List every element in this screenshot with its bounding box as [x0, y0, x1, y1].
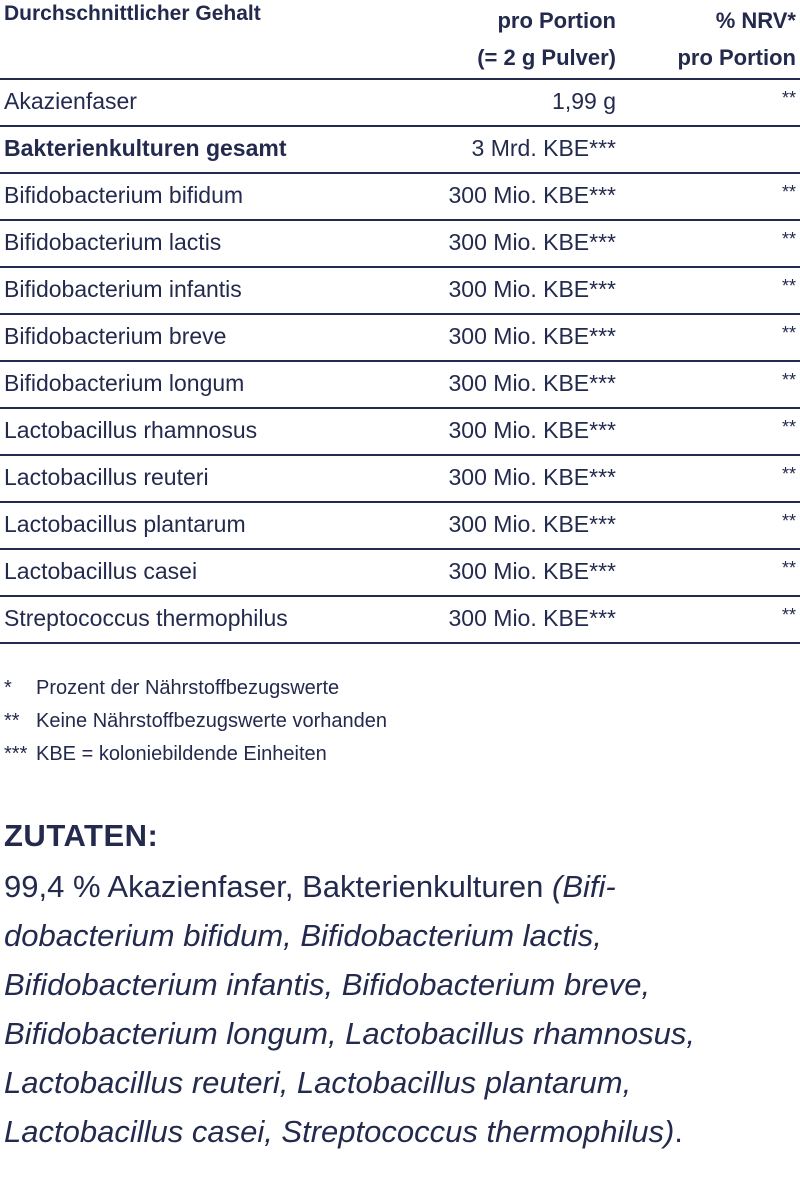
- row-value: 300 Mio. KBE***: [448, 276, 616, 302]
- footnote-text: Keine Nährstoffbezugswerte vorhanden: [36, 710, 387, 732]
- footnotes: [4, 672, 387, 771]
- row-value: 300 Mio. KBE***: [448, 558, 616, 584]
- header-nrv-line2: pro Portion: [677, 45, 796, 70]
- row-nrv: **: [781, 182, 796, 202]
- footnote-marker: ***: [4, 743, 28, 765]
- table-row: [0, 550, 800, 597]
- row-name: Lactobacillus plantarum: [4, 511, 246, 537]
- ingredients-italic-list: dobacterium bifidum, Bifidobacterium lactis, Bifidobacterium infantis, Bifidobacterium breve, Bifidobacterium longum, Lactobacillus rhamnosus, Lactobacillus reuteri, Lactobacillus plantarum, Lactobacillus casei, Streptococcus thermophilus): [4, 918, 695, 1149]
- footnote-text: Prozent der Nährstoffbezugswerte: [36, 677, 340, 699]
- row-value: 1,99 g: [552, 88, 616, 114]
- header-nrv-line1: % NRV*: [715, 8, 796, 33]
- footnote-text: KBE = koloniebildende Einheiten: [36, 743, 327, 765]
- row-name: Bifidobacterium lactis: [4, 229, 222, 255]
- row-name: Lactobacillus casei: [4, 558, 198, 584]
- row-nrv: **: [781, 605, 796, 625]
- footnote-marker: **: [4, 710, 20, 732]
- row-value: 300 Mio. KBE***: [448, 417, 616, 443]
- table-row: [0, 503, 800, 550]
- table-row: [0, 127, 800, 174]
- footnote-item: [4, 705, 387, 738]
- header-average-content: Durchschnittlicher Gehalt: [4, 2, 261, 25]
- row-value: 3 Mrd. KBE***: [471, 135, 616, 161]
- row-name: Lactobacillus rhamnosus: [4, 417, 258, 443]
- row-nrv: **: [781, 464, 796, 484]
- footnote-item: [4, 738, 387, 771]
- row-nrv: **: [781, 370, 796, 390]
- table-row: [0, 409, 800, 456]
- ingredients-italic-start: (Bifi-: [552, 869, 616, 904]
- row-nrv: **: [781, 276, 796, 296]
- row-name: Streptococcus thermophilus: [4, 605, 288, 631]
- row-nrv: **: [781, 88, 796, 108]
- header-nrv: [677, 2, 796, 76]
- row-value: 300 Mio. KBE***: [448, 605, 616, 631]
- header-per-portion: [477, 2, 616, 76]
- row-value: 300 Mio. KBE***: [448, 229, 616, 255]
- table-row: [0, 362, 800, 409]
- table-row: [0, 221, 800, 268]
- row-nrv: **: [781, 417, 796, 437]
- row-name: Lactobacillus reuteri: [4, 464, 209, 490]
- ingredients-title: ZUTATEN:: [4, 818, 159, 853]
- row-value: 300 Mio. KBE***: [448, 511, 616, 537]
- row-name: Bifidobacterium longum: [4, 370, 245, 396]
- row-nrv: **: [781, 558, 796, 578]
- row-nrv: **: [781, 511, 796, 531]
- table-row: [0, 456, 800, 503]
- ingredients-plain: 99,4 % Akazienfaser, Bakterienkulturen: [4, 869, 544, 904]
- row-name: Bakterienkulturen gesamt: [4, 135, 287, 161]
- row-nrv: **: [781, 323, 796, 343]
- row-value: 300 Mio. KBE***: [448, 182, 616, 208]
- row-value: 300 Mio. KBE***: [448, 323, 616, 349]
- row-name: Bifidobacterium bifidum: [4, 182, 244, 208]
- table-header: [0, 0, 800, 80]
- ingredients-end: .: [674, 1114, 683, 1149]
- table-row: [0, 80, 800, 127]
- row-value: 300 Mio. KBE***: [448, 370, 616, 396]
- row-name: Bifidobacterium breve: [4, 323, 227, 349]
- footnote-item: [4, 672, 387, 705]
- ingredients-text: [4, 862, 794, 1156]
- row-nrv: **: [781, 229, 796, 249]
- table-row: [0, 597, 800, 644]
- table-row: [0, 315, 800, 362]
- footnote-marker: *: [4, 677, 12, 699]
- row-value: 300 Mio. KBE***: [448, 464, 616, 490]
- header-per-portion-line1: pro Portion: [497, 8, 616, 33]
- row-name: Bifidobacterium infantis: [4, 276, 242, 302]
- row-name: Akazienfaser: [4, 88, 137, 114]
- header-per-portion-line2: (= 2 g Pulver): [477, 45, 616, 70]
- table-row: [0, 268, 800, 315]
- table-row: [0, 174, 800, 221]
